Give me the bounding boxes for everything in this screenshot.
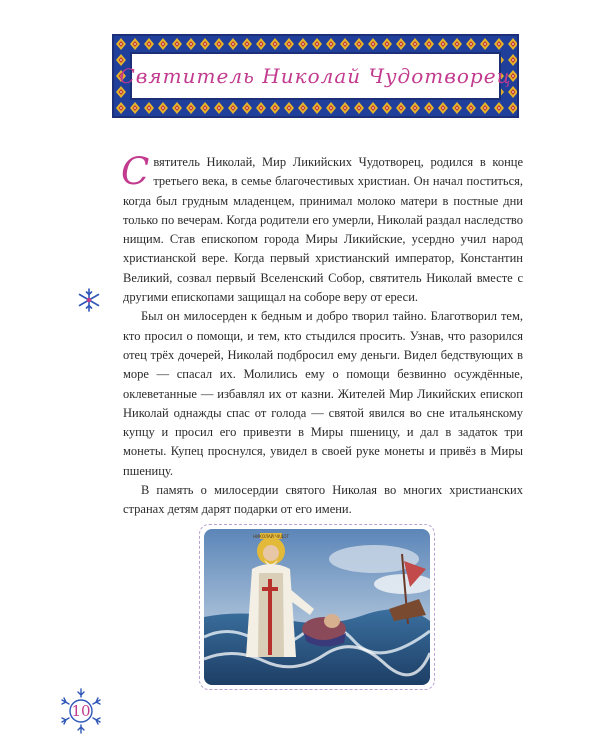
header-frame: [112, 34, 519, 118]
page-number: 10: [71, 702, 91, 720]
article-body: [121, 150, 523, 520]
drop-cap: С: [121, 150, 150, 193]
paragraph-3: В память о милосердии святого Николая во многих христианских странах детям дарят подарки от его имени.: [123, 483, 523, 517]
saint-nicholas-painting: [204, 529, 430, 685]
title-panel: [119, 52, 512, 100]
paragraph-1-text: вятитель Николай, Мир Ликийских Чудотворец, родился в конце третьего века, в семье благочестивых христиан. Он начал поститься, когда был грудным младенцем, принимал молоко матери в постные дни только по вечерам. Когда родители его умерли, Николай раздал наследство нищим. Став епископом города Миры Ликийские, усердно учил народ христианской вере. Когда первый христианский император, Константин Великий, созвал первый Вселенский Собор, святитель Николай вместе с другими епископами защищал на соборе веру от ереси.: [123, 155, 523, 305]
snowflake-icon: [76, 287, 102, 313]
paragraph-1: [121, 150, 523, 307]
paragraph-2: Был он милосерден к бедным и добро творил тайно. Благотворил тем, кто просил о помощи, и тем, кто стыдился просить. Узнав, что разорился отец трёх дочерей, Николай подбросил ему деньги. Видел бедствующих в море — спасал их. Молились ему о помощи безвинно осуждённые, оклеветанные — избавлял их от казни. Жителей Мир Ликийских епископ Николай однажды спас от голода — святой явился во сне итальянскому купцу и просил его привезти в Миры пшеницу, и дал в задаток три монеты. Купец проснулся, увидел в своей руке монеты и привёз в Миры пшеницу.: [123, 309, 523, 478]
page-title: Святитель Николай Чудотворец: [119, 64, 512, 88]
icon-label: НИКОЛАЙ ЧУДОТ: [253, 533, 289, 539]
page-number-badge: [57, 687, 105, 735]
illustration-frame: [199, 524, 435, 690]
